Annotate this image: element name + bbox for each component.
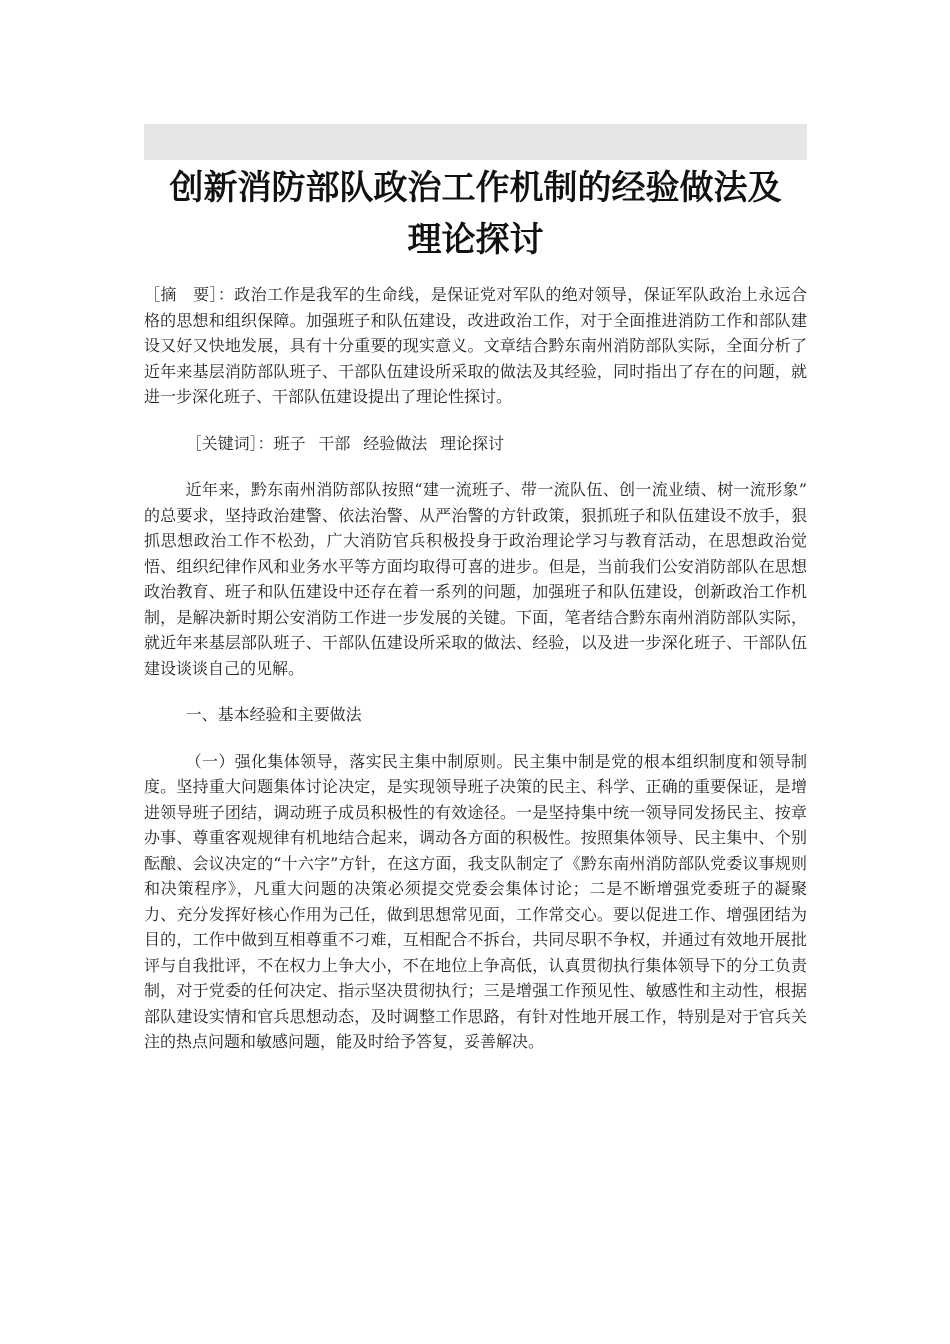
document-body — [144, 282, 824, 1076]
keyword: 经验做法 — [363, 433, 428, 453]
keyword: 干部 — [318, 433, 351, 453]
title-line-1: 创新消防部队政治工作机制的经验做法及 — [169, 168, 782, 208]
intro-paragraph: 近年来，黔东南州消防部队按照“建一流班子、带一流队伍、创一流业绩、树一流形象” 的总要求，坚持政治建警、依法治警、从严治警的方针政策，狠抓班子和队伍建设不放手，狠抓思想政治工作不松劲，广大消防官兵积极投身于政治理论学习与教育活动，在思想政治觉悟、组织纪律作风和业务水平等方面均取得可喜的进步。但是，当前我们公安消防部队在思想政治教育、班子和队伍建设中还存在着一系列的问题，加强班子和队伍建设，创新政治工作机制，是解决新时期公安消防工作进一步发展的关键。下面，笔者结合黔东南州消防部队实际，就近年来基层部队班子、干部队伍建设所采取的做法、经验，以及进一步深化班子、干部队伍建设谈谈自己的见解。 — [144, 480, 824, 678]
section-heading: 一、基本经验和主要做法 — [185, 705, 362, 724]
abstract-paragraph: ［摘 要］：政治工作是我军的生命线，是保证党对军队的绝对领导，保证军队政治上永远合格的思想和组织保障。加强班子和队伍建设，改进政治工作，对于全面推进消防工作和部队建设又好又快地发展，具有十分重要的现实意义。文章结合黔东南州消防部队实际，全面分析了近年来基层消防部队班子、干部队伍建设所采取的做法及其经验，同时指出了存在的问题，就进一步深化班子、干部队伍建设提出了理论性探讨。 — [144, 285, 807, 406]
document-title — [144, 162, 807, 266]
keyword: 班子 — [273, 433, 306, 453]
keywords-line — [144, 431, 807, 457]
section-paragraph: （一）强化集体领导，落实民主集中制原则。民主集中制是党的根本组织制度和领导制度。坚持重大问题集体讨论决定，是实现领导班子决策的民主、科学、正确的重要保证，是增进领导班子团结，调动班子成员积极性的有效途径。一是坚持集中统一领导同发扬民主、按章办事、尊重客观规律有机地结合起来，调动各方面的积极性。按照集体领导、民主集中、个别酝酿、会议决定的“十六字”方针，在这方面，我支队制定了《黔东南州消防部队党委议事规则和决策程序》，凡重大问题的决策必须提交党委会集体讨论；二是不断增强党委班子的凝聚力、充分发挥好核心作用为己任，做到思想常见面，工作常交心。要以促进工作、增强团结为目的，工作中做到互相尊重不刁难，互相配合不拆台，共同尽职不争权，并通过有效地开展批评与自我批评，不在权力上争大小，不在地位上争高低，认真贯彻执行集体领导下的分工负责制，对于党委的任何决定、指示坚决贯彻执行；三是增强工作预见性、敏感性和主动性，根据部队建设实情和官兵思想动态，及时调整工作思路，有针对性地开展工作，特别是对于官兵关注的热点问题和敏感问题，能及时给予答复，妥善解决。 — [144, 751, 807, 1051]
keywords-label: ［关键词］： — [185, 433, 274, 453]
title-line-2: 理论探讨 — [407, 220, 544, 260]
header-bar — [144, 124, 807, 160]
keyword: 理论探讨 — [440, 433, 505, 453]
